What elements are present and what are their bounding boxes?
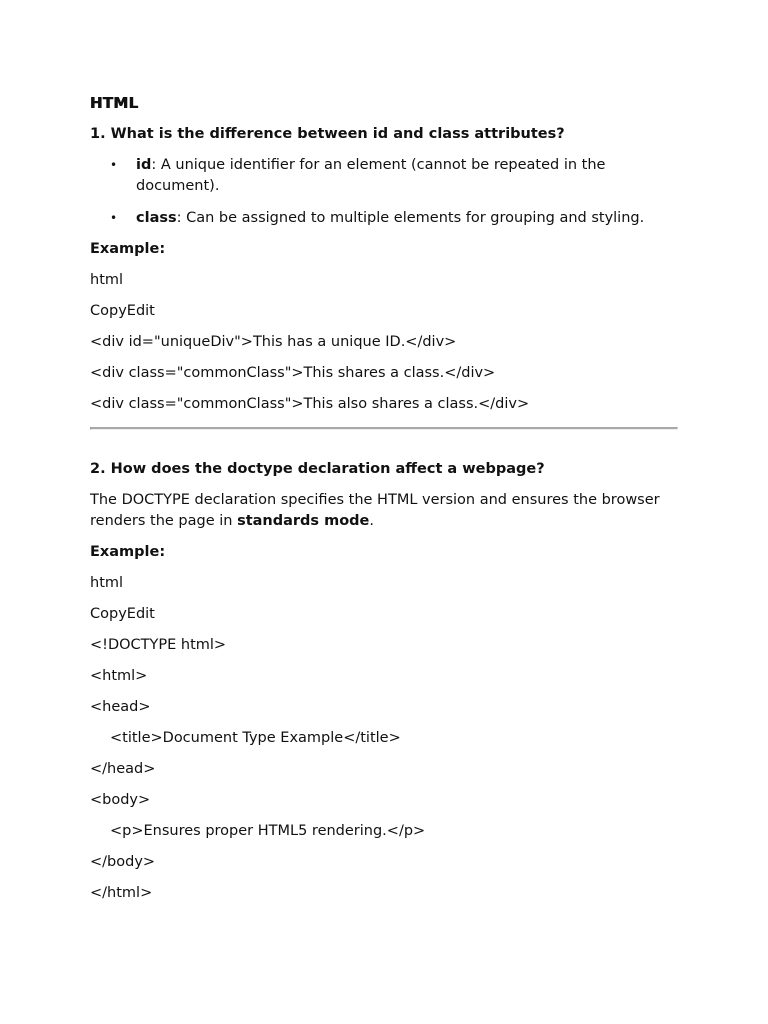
code-line: <div id="uniqueDiv">This has a unique ID.</div> (90, 334, 457, 350)
list-item (90, 155, 678, 197)
code-line: <div class="commonClass">This shares a class.</div> (90, 365, 496, 381)
example-label: Example: (90, 544, 166, 560)
example-label: Example: (90, 241, 166, 257)
code-line: <html> (90, 668, 148, 684)
bullet-icon: • (110, 158, 118, 172)
code-line: <div class="commonClass">This also shares a class.</div> (90, 396, 530, 412)
code-language-label: html (90, 272, 124, 288)
code-language-label: html (90, 575, 124, 591)
term-class: class (136, 210, 177, 226)
code-line: </html> (90, 885, 153, 901)
bullet-icon: • (110, 211, 118, 225)
term-class-description: : Can be assigned to multiple elements for grouping and styling. (176, 210, 645, 226)
document-content (90, 93, 678, 904)
attribute-list (90, 155, 678, 229)
document-title: HTML (90, 94, 139, 112)
term-id: id (136, 157, 152, 173)
code-line: <head> (90, 699, 151, 715)
section-divider (90, 427, 678, 430)
doctype-description (90, 490, 678, 532)
code-line: <body> (90, 792, 151, 808)
code-line: <title>Document Type Example</title> (110, 730, 401, 746)
code-line: <p>Ensures proper HTML5 rendering.</p> (110, 823, 426, 839)
copy-edit-button[interactable]: CopyEdit (90, 606, 155, 622)
doctype-description-text: The DOCTYPE declaration specifies the HTML version and ensures the browser renders the page in (90, 492, 660, 529)
copy-edit-button[interactable]: CopyEdit (90, 303, 155, 319)
code-line: <!DOCTYPE html> (90, 637, 227, 653)
question-1-heading: 1. What is the difference between id and class attributes? (90, 126, 565, 142)
list-item (90, 208, 678, 229)
term-id-description: : A unique identifier for an element (cannot be repeated in the document). (136, 157, 606, 194)
standards-mode-term: standards mode (237, 513, 370, 529)
question-2-heading: 2. How does the doctype declaration affect a webpage? (90, 461, 545, 477)
code-line: </body> (90, 854, 156, 870)
doctype-description-end: . (369, 513, 374, 529)
code-line: </head> (90, 761, 156, 777)
